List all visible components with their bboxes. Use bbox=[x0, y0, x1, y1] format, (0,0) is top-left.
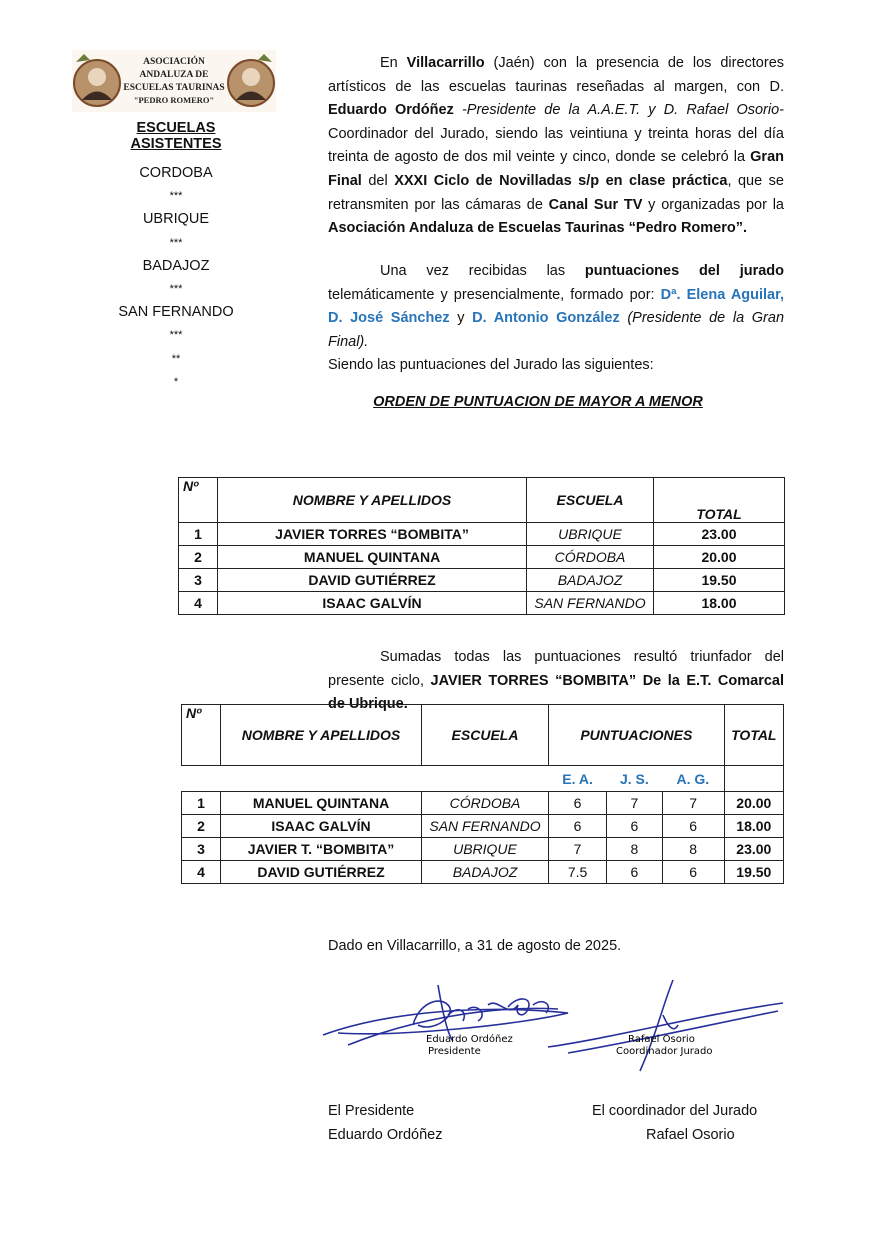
cell-school: SAN FERNANDO bbox=[422, 815, 549, 838]
signature-left-name: Eduardo Ordóñez bbox=[426, 1034, 513, 1045]
subheader-js: J. S. bbox=[619, 770, 649, 787]
school-item: UBRIQUE bbox=[142, 211, 210, 228]
winner-text: Sumadas todas las puntuaciones resultó triunfador del presente ciclo, bbox=[328, 649, 784, 689]
jury-paragraph bbox=[328, 260, 784, 354]
school-item: BADAJOZ bbox=[142, 257, 210, 274]
cell-name: MANUEL QUINTANA bbox=[218, 546, 527, 569]
jury-bold: puntuaciones del jurado bbox=[584, 263, 785, 279]
subheader-ea: E. A. bbox=[562, 770, 593, 787]
cell-score-ea: 7.5 bbox=[549, 861, 607, 884]
cell-school: BADAJOZ bbox=[527, 569, 654, 592]
jury-member: D. Antonio González bbox=[472, 310, 620, 327]
date-line: Dado en Villacarrillo, a 31 de agosto de 2025. bbox=[328, 938, 622, 954]
header-scores: PUNTUACIONES bbox=[549, 705, 725, 766]
cell-school: UBRIQUE bbox=[422, 838, 549, 861]
cell-school: CÓRDOBA bbox=[527, 546, 654, 569]
cell-total: 23.00 bbox=[654, 523, 785, 546]
signature-right-name: Rafael Osorio bbox=[628, 1034, 695, 1045]
intro-place: Villacarrillo bbox=[406, 55, 485, 71]
scores-intro: Siendo las puntuaciones del Jurado las siguientes: bbox=[328, 357, 654, 373]
logo-line-3: ESCUELAS TAURINAS bbox=[123, 83, 225, 93]
cell-number: 4 bbox=[179, 592, 218, 615]
cell-name: ISAAC GALVÍN bbox=[218, 592, 527, 615]
footer-right-name: Rafael Osorio bbox=[646, 1126, 735, 1143]
header-school: ESCUELA bbox=[422, 705, 549, 766]
cell-score-js: 8 bbox=[607, 838, 662, 861]
intro-paragraph bbox=[328, 52, 784, 241]
footer-left bbox=[328, 1100, 442, 1147]
cell-number: 3 bbox=[182, 838, 221, 861]
cell-name: ISAAC GALVÍN bbox=[221, 815, 422, 838]
cell-total: 23.00 bbox=[724, 838, 783, 861]
table-row bbox=[179, 546, 785, 569]
separator-single: * bbox=[173, 375, 179, 388]
cell-score-ea: 7 bbox=[549, 838, 607, 861]
header-school: ESCUELA bbox=[527, 478, 654, 523]
intro-association: Asociación Andaluza de Escuelas Taurinas “Pedro Romero”. bbox=[328, 220, 748, 237]
cell-school: UBRIQUE bbox=[527, 523, 654, 546]
separator-double: ** bbox=[171, 352, 181, 365]
table-header bbox=[182, 705, 784, 766]
separator: *** bbox=[169, 190, 183, 203]
school-item: SAN FERNANDO bbox=[118, 304, 234, 321]
cell-score-ea: 6 bbox=[549, 815, 607, 838]
intro-president: Eduardo Ordóñez bbox=[328, 102, 454, 119]
ranking-heading: ORDEN DE PUNTUACION DE MAYOR A MENOR bbox=[373, 394, 703, 410]
cell-number: 4 bbox=[182, 861, 221, 884]
intro-gran-final: Gran Final bbox=[328, 149, 784, 189]
winner-name: JAVIER TORRES “BOMBITA” De la E.T. Comarcal de Ubrique. bbox=[328, 672, 784, 713]
cell-number: 3 bbox=[179, 569, 218, 592]
cell-score-ag: 7 bbox=[662, 792, 724, 815]
footer-right-title: El coordinador del Jurado bbox=[592, 1103, 758, 1119]
jury-text: y bbox=[449, 310, 473, 327]
subheader-row bbox=[182, 766, 784, 792]
cell-name: MANUEL QUINTANA bbox=[221, 792, 422, 815]
cell-score-ag: 6 bbox=[662, 815, 724, 838]
jury-text: telemáticamente y presencialmente, formado por: bbox=[328, 286, 661, 303]
sidebar-title: ESCUELAS ASISTENTES bbox=[130, 120, 222, 152]
intro-text: del bbox=[361, 172, 395, 189]
intro-text: , que se retransmiten por las cámaras de bbox=[328, 172, 784, 213]
cell-number: 1 bbox=[182, 792, 221, 815]
table-row bbox=[179, 592, 785, 615]
jury-member: Dª. Elena Aguilar, D. José Sánchez bbox=[328, 286, 784, 327]
cell-number: 2 bbox=[182, 815, 221, 838]
coordinator-signature bbox=[548, 980, 783, 1071]
header-number: Nº bbox=[182, 705, 221, 766]
cell-score-js: 6 bbox=[607, 815, 662, 838]
schools-list bbox=[100, 162, 252, 394]
cell-school: BADAJOZ bbox=[422, 861, 549, 884]
intro-cycle: XXXI Ciclo de Novilladas s/p en clase práctica bbox=[394, 172, 728, 189]
cell-name: DAVID GUTIÉRREZ bbox=[218, 569, 527, 592]
cell-total: 18.00 bbox=[654, 592, 785, 615]
cell-school: CÓRDOBA bbox=[422, 792, 549, 815]
logo-line-2: ANDALUZA DE bbox=[139, 70, 209, 80]
footer-left-title: El Presidente bbox=[328, 1103, 415, 1119]
cell-score-js: 6 bbox=[607, 861, 662, 884]
signature-right-role: Coordinador Jurado bbox=[616, 1046, 713, 1057]
header-total: TOTAL bbox=[654, 478, 785, 523]
cell-score-ea: 6 bbox=[549, 792, 607, 815]
table-row bbox=[182, 792, 784, 815]
cell-total: 19.50 bbox=[724, 861, 783, 884]
intro-text: -Presidente de la A.A.E.T. y D. Rafael Osorio- bbox=[453, 102, 784, 119]
cell-name: DAVID GUTIÉRREZ bbox=[221, 861, 422, 884]
separator: *** bbox=[169, 283, 183, 296]
cell-total: 20.00 bbox=[724, 792, 783, 815]
footer-left-name: Eduardo Ordóñez bbox=[328, 1126, 443, 1143]
header-total: TOTAL bbox=[724, 705, 783, 766]
cell-name: JAVIER T. “BOMBITA” bbox=[221, 838, 422, 861]
footer-right bbox=[592, 1100, 782, 1147]
school-item: CORDOBA bbox=[139, 165, 213, 181]
table-row bbox=[182, 861, 784, 884]
logo-line-4: "PEDRO ROMERO" bbox=[133, 95, 215, 105]
table-header bbox=[179, 478, 785, 523]
intro-text: (Jaén) con la presencia de los directores artísticos de las escuelas taurinas reseñadas al margen, con D. bbox=[328, 55, 785, 95]
intro-text: y organizadas por la bbox=[642, 196, 784, 213]
intro-text: Coordinador del Jurado, siendo las veintiuna y treinta horas del día treinta de agosto de dos mil veinte y cinco, donde se celebró la bbox=[328, 125, 784, 166]
cell-total: 20.00 bbox=[654, 546, 785, 569]
separator: *** bbox=[169, 236, 183, 249]
subheader-ag: A. G. bbox=[676, 770, 710, 787]
cell-score-ag: 8 bbox=[662, 838, 724, 861]
cell-score-ag: 6 bbox=[662, 861, 724, 884]
table-row bbox=[182, 815, 784, 838]
cell-number: 2 bbox=[179, 546, 218, 569]
header-name: NOMBRE Y APELLIDOS bbox=[221, 705, 422, 766]
cell-name: JAVIER TORRES “BOMBITA” bbox=[218, 523, 527, 546]
jury-text: Una vez recibidas las bbox=[380, 263, 585, 279]
header-name: NOMBRE Y APELLIDOS bbox=[218, 478, 527, 523]
cell-school: SAN FERNANDO bbox=[527, 592, 654, 615]
association-logo bbox=[72, 50, 276, 112]
header-number: Nº bbox=[179, 478, 218, 523]
cell-number: 1 bbox=[179, 523, 218, 546]
table-row bbox=[182, 838, 784, 861]
jury-text: (Presidente de la Gran Final). bbox=[328, 310, 785, 350]
table-row bbox=[179, 523, 785, 546]
separator: *** bbox=[169, 329, 183, 342]
logo-line-1: ASOCIACIÓN bbox=[143, 57, 205, 67]
cell-score-js: 7 bbox=[607, 792, 662, 815]
cell-total: 19.50 bbox=[654, 569, 785, 592]
intro-channel: Canal Sur TV bbox=[548, 196, 643, 213]
table-row bbox=[179, 569, 785, 592]
signature-left-role: Presidente bbox=[428, 1046, 481, 1057]
intro-text: En bbox=[380, 55, 407, 71]
cell-total: 18.00 bbox=[724, 815, 783, 838]
scores-table bbox=[181, 704, 784, 884]
signatures-area bbox=[318, 975, 788, 1075]
ranking-table bbox=[178, 477, 785, 615]
